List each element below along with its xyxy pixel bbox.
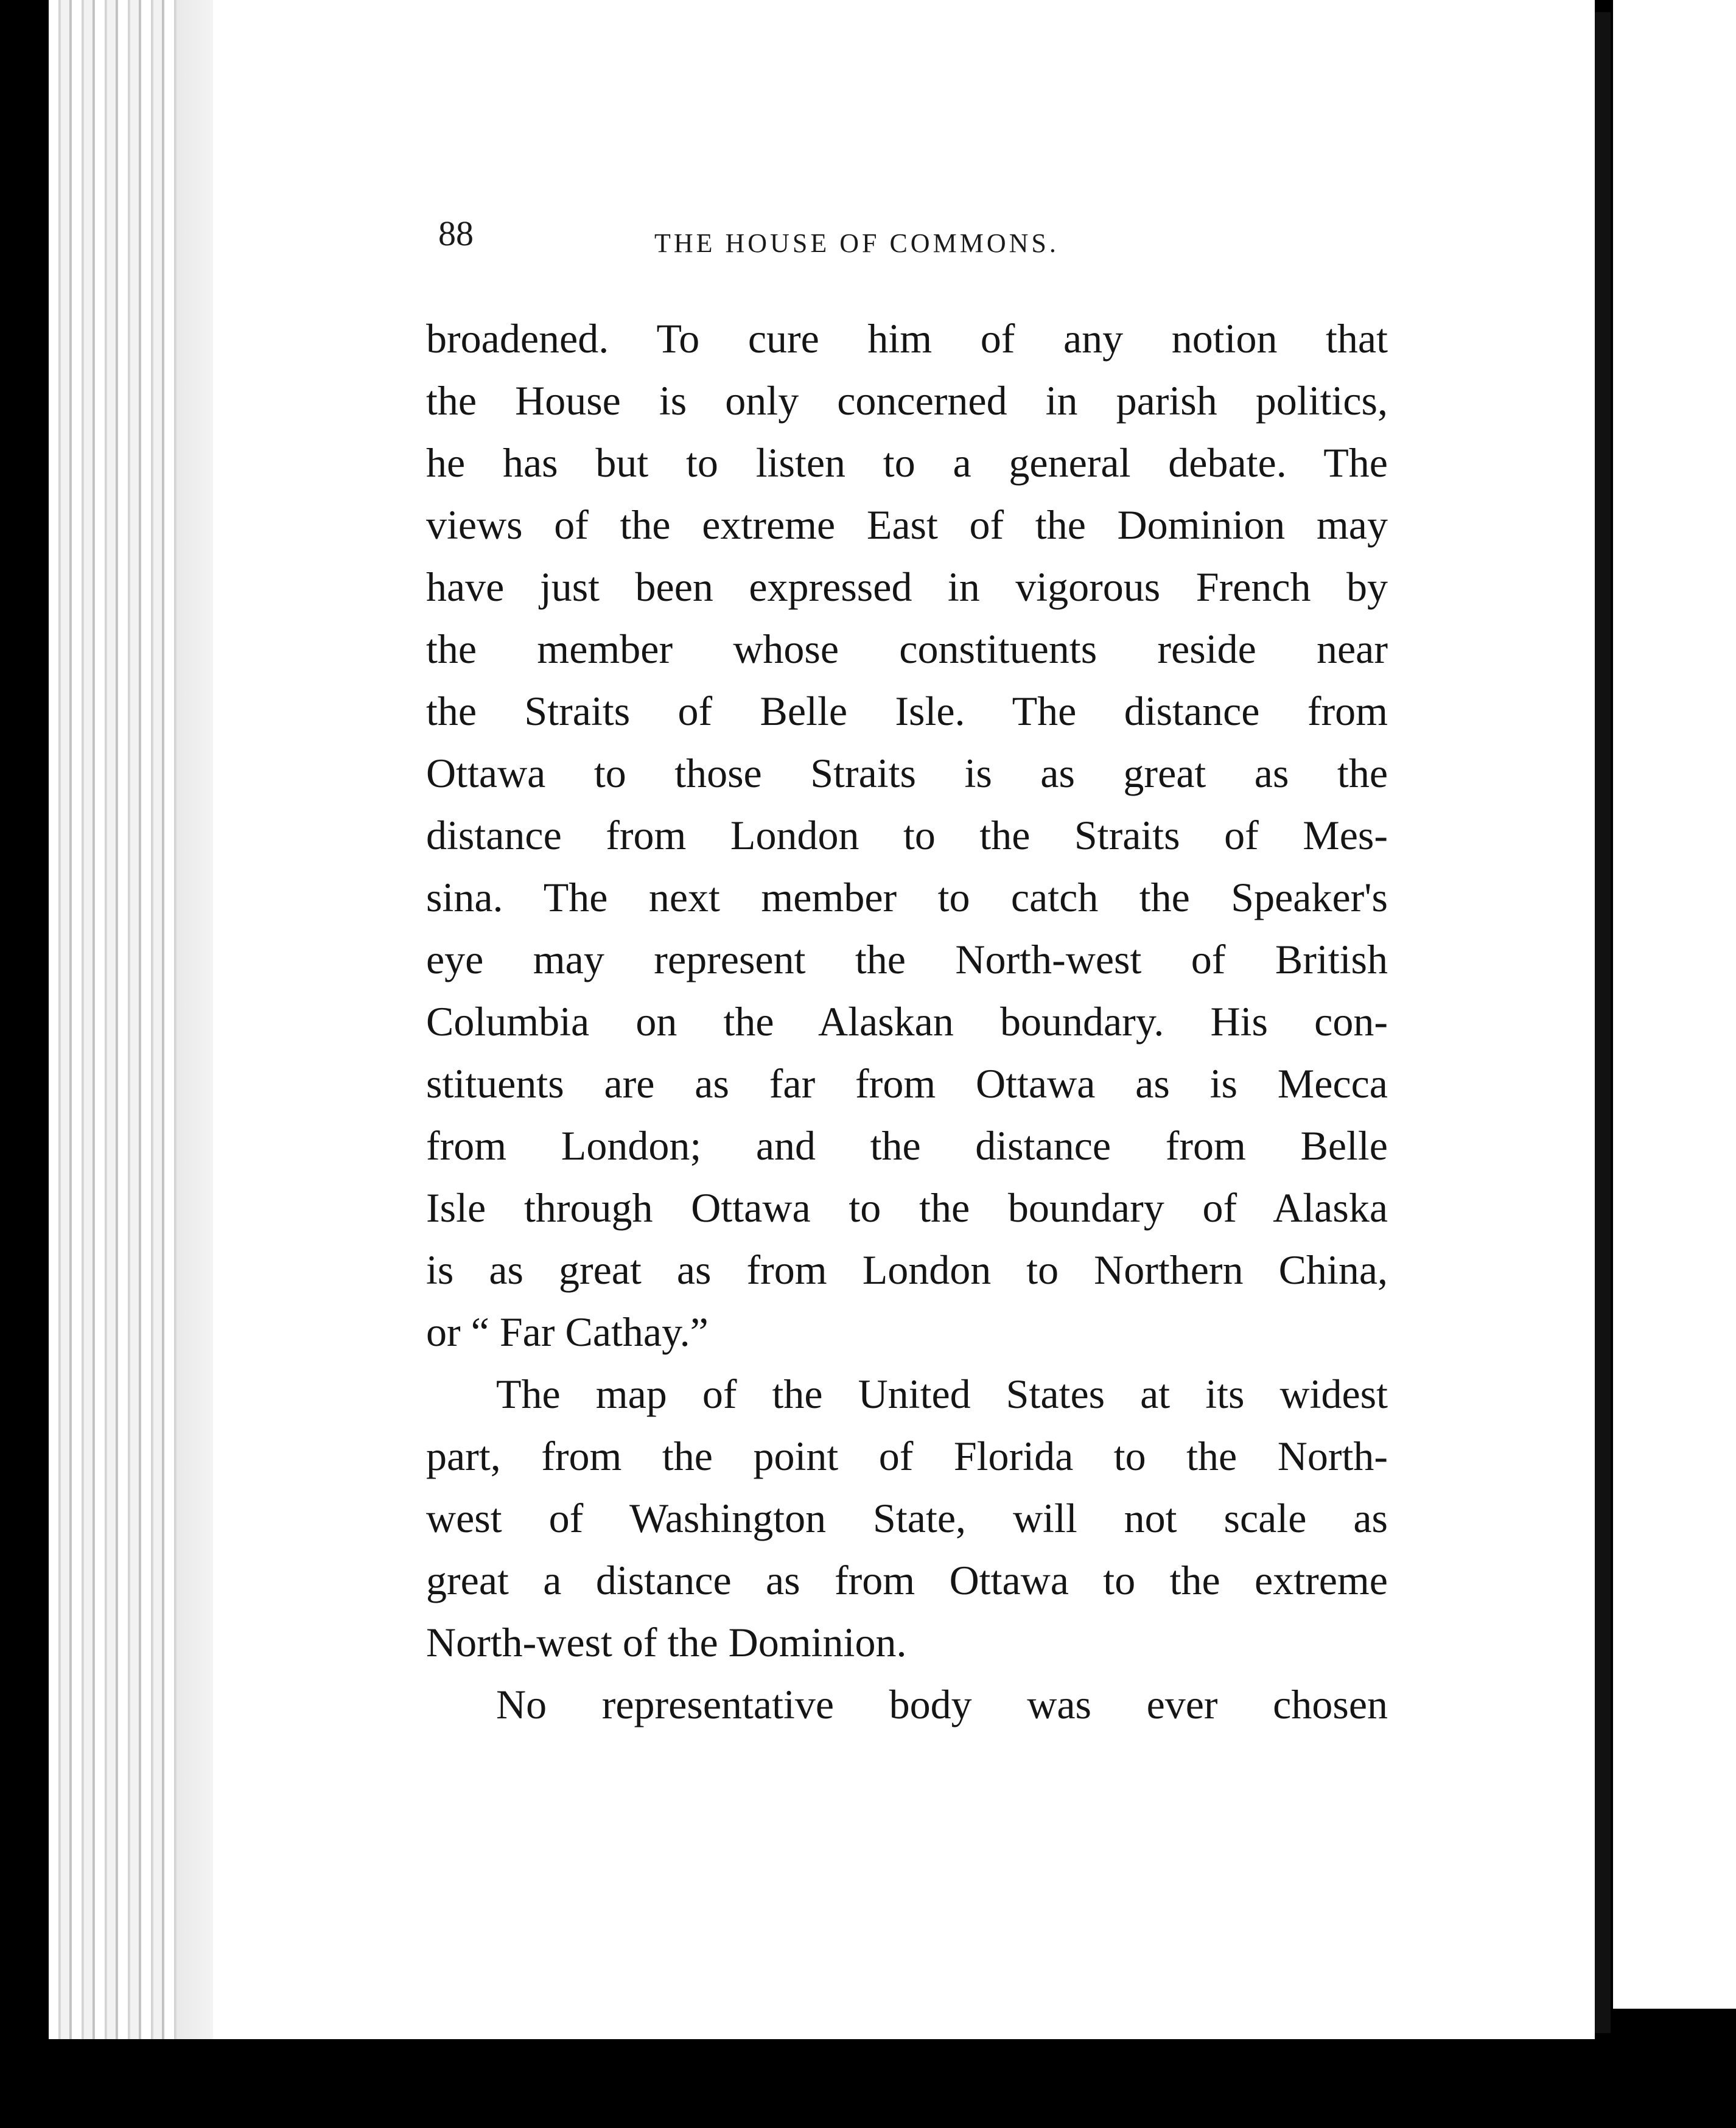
text-line: No representative body was ever chosen (496, 1681, 1388, 1727)
text-line: views of the extreme East of the Dominion may (426, 502, 1388, 548)
text-line: the Straits of Belle Isle. The distance from (426, 688, 1388, 734)
page-number: 88 (438, 214, 474, 253)
text-line: great a distance as from Ottawa to the extreme (426, 1557, 1388, 1603)
text-line: the House is only concerned in parish politics, (426, 377, 1388, 424)
page-gutter (1595, 12, 1611, 2033)
text-line: North-west of the Dominion. (426, 1619, 907, 1665)
text-line: the member whose constituents reside near (426, 626, 1388, 672)
text-line: he has but to listen to a general debate. The (426, 439, 1388, 486)
text-line: have just been expressed in vigorous French by (426, 564, 1388, 610)
page-header (438, 213, 1181, 268)
text-line: or “ Far Cathay.” (426, 1309, 709, 1355)
text-line: eye may represent the North-west of British (426, 936, 1388, 982)
running-head: THE HOUSE OF COMMONS. (654, 228, 1059, 258)
text-line: Isle through Ottawa to the boundary of Alaska (426, 1185, 1388, 1231)
text-line: stituents are as far from Ottawa as is Mecca (426, 1060, 1388, 1107)
scan-border (0, 2039, 1736, 2128)
text-line: west of Washington State, will not scale as (426, 1495, 1388, 1541)
text-line: part, from the point of Florida to the North- (426, 1433, 1388, 1479)
text-line: The map of the United States at its widest (496, 1371, 1388, 1417)
text-line: Ottawa to those Straits is as great as the (426, 750, 1388, 796)
text-line: distance from London to the Straits of Mes- (426, 812, 1388, 858)
text-line: from London; and the distance from Belle (426, 1122, 1388, 1169)
text-line: sina. The next member to catch the Speaker's (426, 874, 1388, 920)
text-line: Columbia on the Alaskan boundary. His con- (426, 998, 1388, 1045)
text-line: broadened. To cure him of any notion that (426, 315, 1388, 362)
body-text (426, 307, 1388, 1735)
facing-page-edge (1613, 0, 1736, 2009)
text-line: is as great as from London to Northern China, (426, 1247, 1388, 1293)
